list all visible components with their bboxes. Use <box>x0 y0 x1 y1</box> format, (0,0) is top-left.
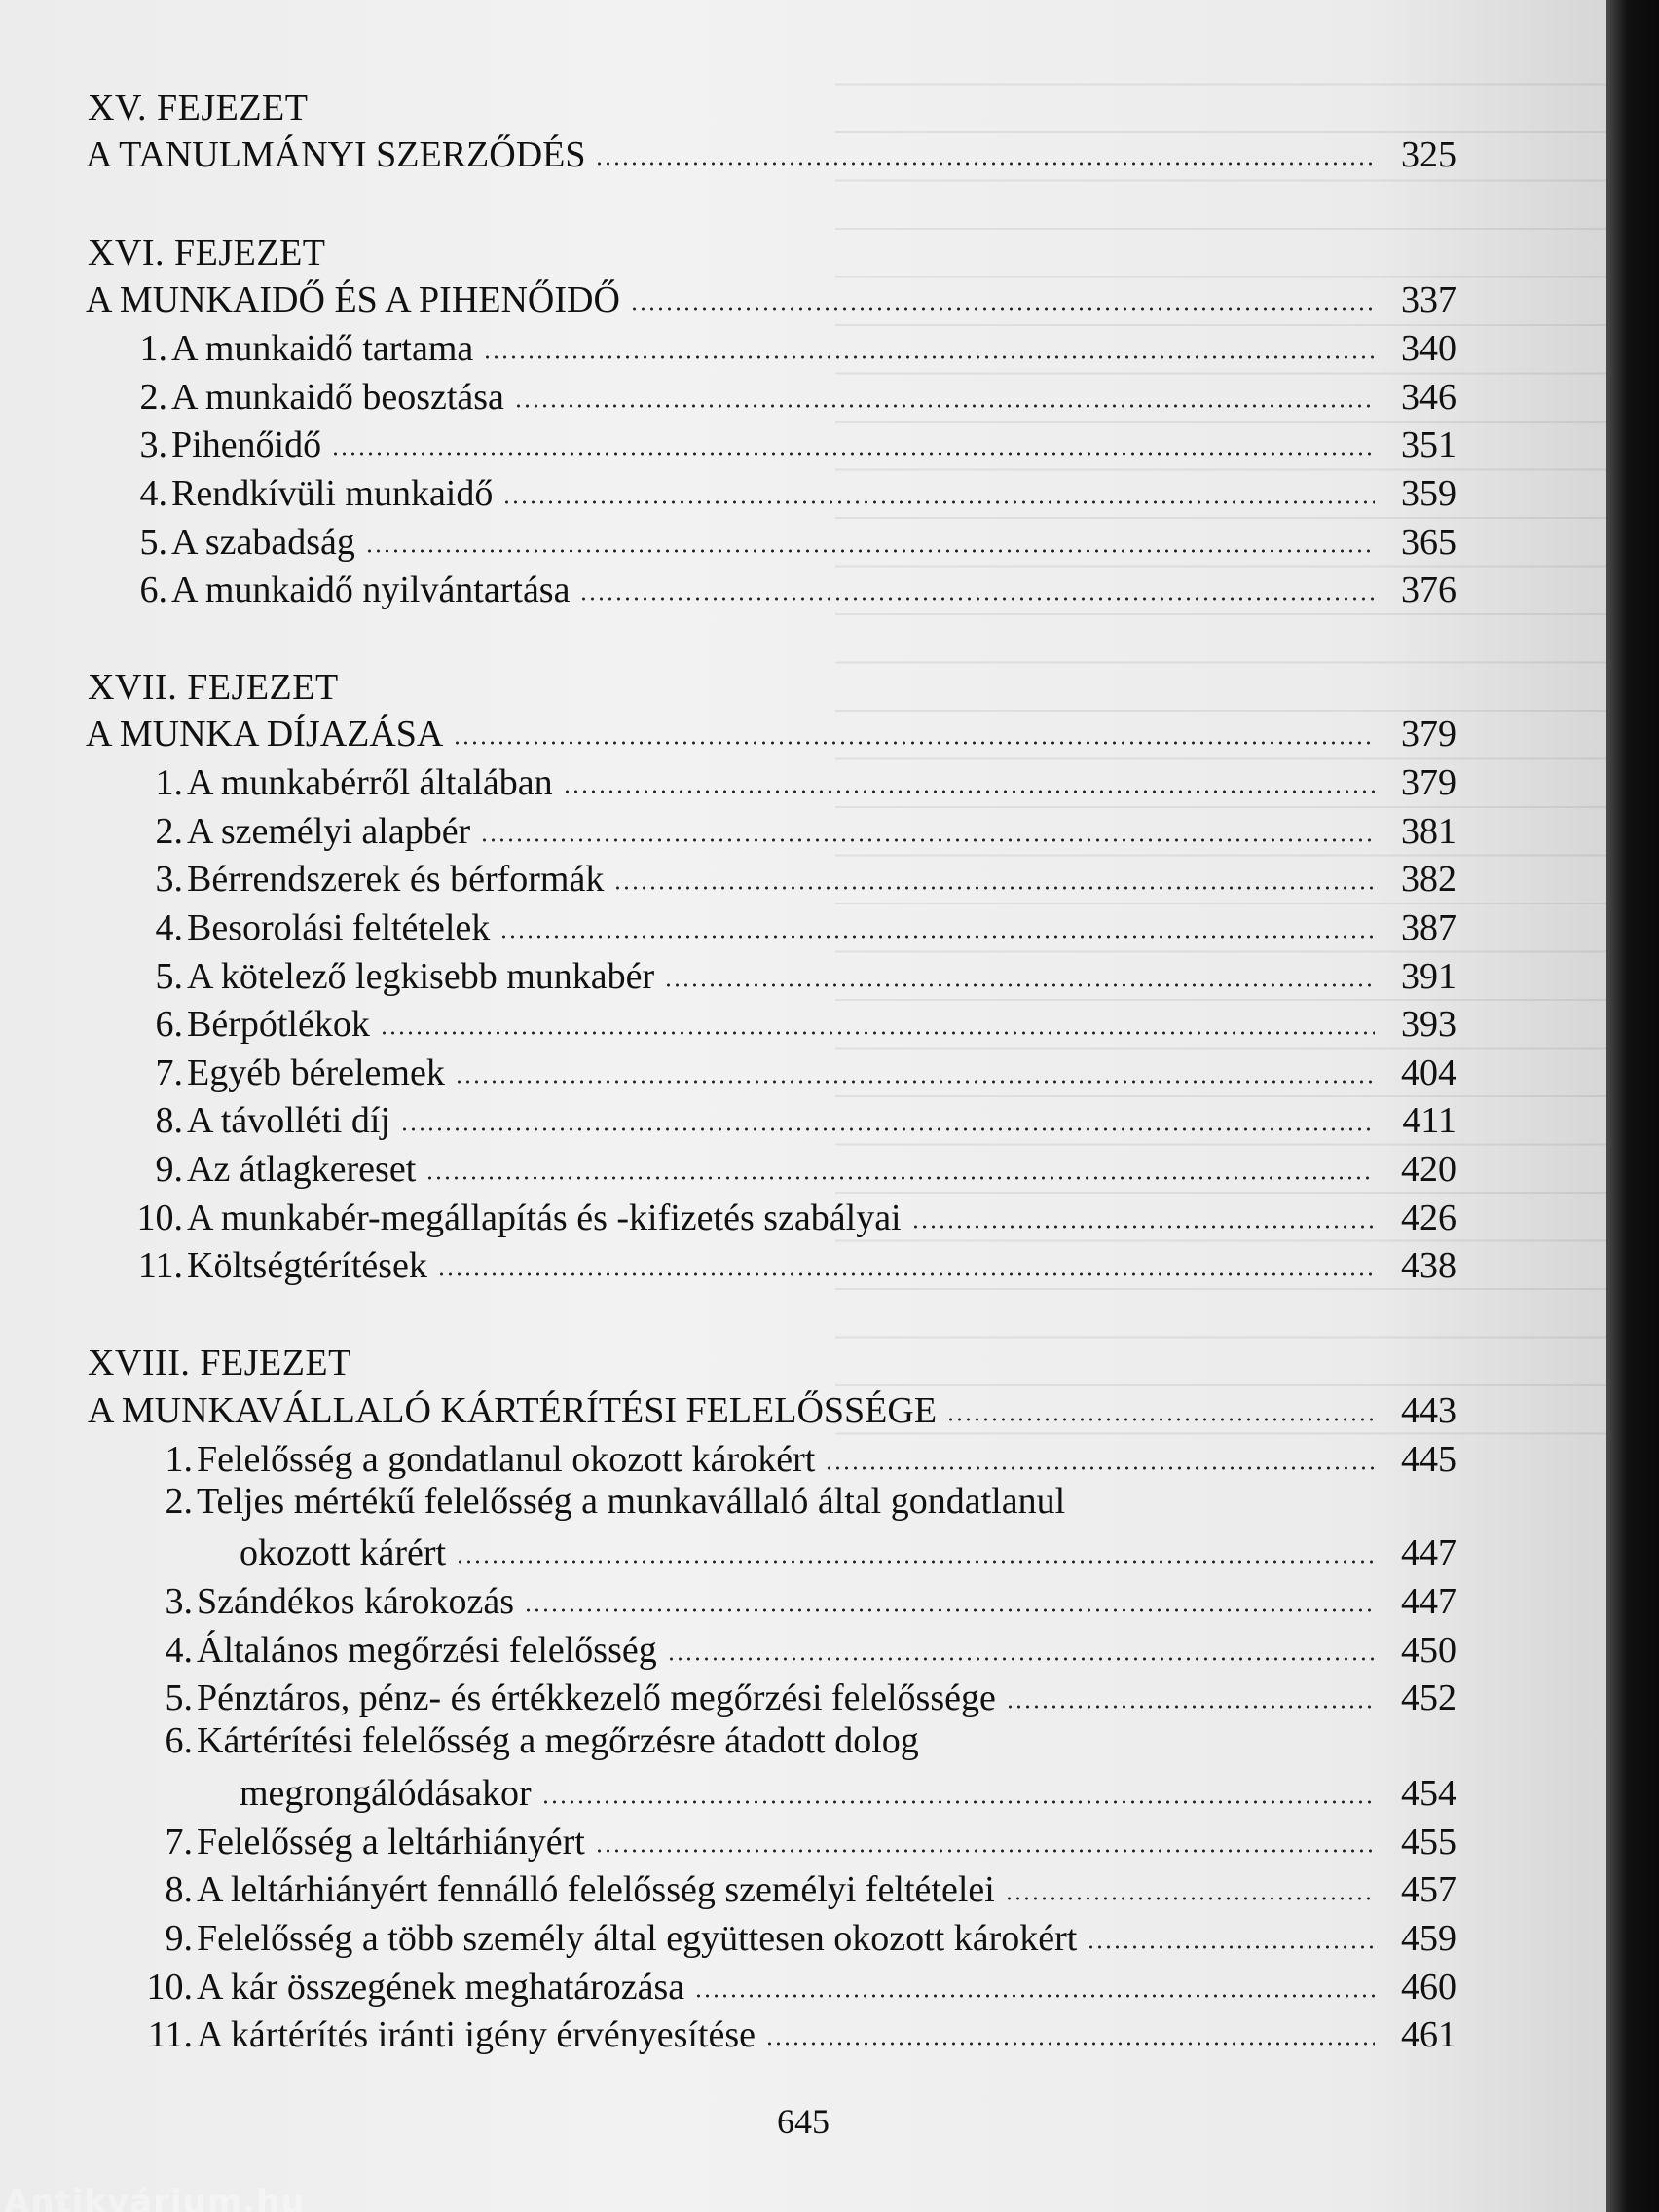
entry-title: A személyi alapbér <box>187 811 471 852</box>
page-ref: 460 <box>1401 1967 1456 2008</box>
entry-title: Besorolási feltételek <box>187 907 491 948</box>
page-ref: 351 <box>1401 424 1456 465</box>
page-ref: 382 <box>1401 859 1456 900</box>
chapter-heading: XVI. FEJEZET <box>88 233 326 274</box>
page-ref: 443 <box>1401 1390 1456 1431</box>
entry-number: 9. <box>165 1918 193 1959</box>
toc-entry-first-line[interactable] <box>142 1479 1065 1524</box>
toc-entry-continuation[interactable] <box>240 1527 1456 1575</box>
entry-title: Költségtérítések <box>187 1245 427 1286</box>
toc-entry[interactable] <box>132 756 1456 805</box>
entry-number: 5. <box>155 956 183 997</box>
leader-dots <box>480 838 1375 842</box>
entry-title: Pihenőidő <box>171 424 322 465</box>
page-ref: 325 <box>1401 134 1456 175</box>
entry-title: A munkabérről általában <box>187 762 553 803</box>
page-ref: 438 <box>1401 1245 1456 1286</box>
leader-dots <box>425 1176 1375 1180</box>
entry-number: 10. <box>146 1967 193 2008</box>
entry-number: 7. <box>155 1052 183 1093</box>
entry-title: A kötelező legkisebb munkabér <box>187 956 655 997</box>
entry-title: Bérpótlékok <box>187 1004 370 1045</box>
leader-dots <box>595 1849 1375 1853</box>
entry-title: Bérrendszerek és bérformák <box>187 859 605 900</box>
leader-dots <box>456 1560 1375 1564</box>
entry-title: A leltárhiányért fennálló felelősség személyi feltételei <box>197 1869 995 1910</box>
toc-entry[interactable] <box>117 516 1456 565</box>
page-ref: 379 <box>1401 714 1456 755</box>
leader-dots <box>365 549 1375 553</box>
entry-title: Felelősség a leltárhiányért <box>197 1822 585 1862</box>
leader-dots <box>946 1418 1375 1421</box>
toc-entry[interactable] <box>117 322 1456 371</box>
entry-number: 4. <box>155 907 183 948</box>
page-ref: 461 <box>1401 2014 1456 2055</box>
page-ref: 455 <box>1401 1822 1456 1862</box>
leader-dots <box>437 1272 1375 1276</box>
entry-title: A szabadság <box>171 522 355 563</box>
toc-entry[interactable] <box>117 371 1456 420</box>
leader-dots <box>380 1031 1375 1035</box>
leader-dots <box>541 1800 1375 1804</box>
entry-title: A munkabér-megállapítás és -kifizetés szabályai <box>187 1198 902 1238</box>
leader-dots <box>514 404 1375 408</box>
leader-dots <box>765 2042 1375 2046</box>
page-ref: 452 <box>1401 1677 1456 1718</box>
leader-dots <box>400 1127 1375 1131</box>
entry-title: A munkaidő nyilvántartása <box>171 570 571 610</box>
chapter-title: A MUNKAIDŐ ÉS A PIHENŐIDŐ <box>86 279 620 320</box>
toc-entry[interactable] <box>142 1863 1456 1912</box>
chapter-title: A TANULMÁNYI SZERZŐDÉS <box>86 134 586 175</box>
leader-dots <box>595 162 1375 166</box>
entry-number: 2. <box>139 377 167 418</box>
page-ref: 365 <box>1401 522 1456 563</box>
entry-number: 2. <box>155 811 183 852</box>
entry-number: 6. <box>165 1720 193 1761</box>
toc-entry[interactable] <box>117 467 1456 516</box>
entry-title-continued: okozott kárért <box>240 1532 447 1573</box>
entry-title: Teljes mértékű felelősség a munkavállaló által gondatlanul <box>197 1481 1066 1522</box>
page-ref: 445 <box>1401 1439 1456 1480</box>
leader-dots <box>331 452 1375 456</box>
leader-dots <box>667 1657 1375 1661</box>
entry-number: 11. <box>147 2014 193 2055</box>
chapter-title-row[interactable] <box>86 274 1456 322</box>
leader-dots <box>1005 1897 1375 1900</box>
leader-dots <box>579 597 1375 601</box>
entry-number: 3. <box>155 859 183 900</box>
toc-entry[interactable] <box>117 564 1456 612</box>
chapter-title: A MUNKAVÁLLALÓ KÁRTÉRÍTÉSI FELELŐSSÉGE <box>88 1390 938 1431</box>
chapter-heading: XVIII. FEJEZET <box>88 1343 351 1383</box>
entry-title: Kártérítési felelősség a megőrzésre átadott dolog <box>197 1720 919 1761</box>
page-ref: 450 <box>1401 1630 1456 1671</box>
toc-entry[interactable] <box>142 1433 1456 1482</box>
entry-title: A munkaidő tartama <box>171 328 474 369</box>
entry-number: 8. <box>155 1100 183 1141</box>
leader-dots <box>455 1080 1375 1084</box>
entry-number: 6. <box>139 570 167 610</box>
page-ref: 404 <box>1401 1052 1456 1093</box>
entry-title: Egyéb bérelemek <box>187 1052 445 1093</box>
page-ref: 381 <box>1401 811 1456 852</box>
entry-title: A távolléti díj <box>187 1100 390 1141</box>
toc-entry[interactable] <box>142 1624 1456 1673</box>
page-ref: 426 <box>1401 1198 1456 1238</box>
page-ref: 387 <box>1401 907 1456 948</box>
entry-number: 5. <box>139 522 167 563</box>
entry-title: A kár összegének meghatározása <box>197 1967 685 2008</box>
entry-number: 1. <box>139 328 167 369</box>
page-ref: 391 <box>1401 956 1456 997</box>
chapter-heading: XV. FEJEZET <box>88 88 309 129</box>
chapter-title-row[interactable] <box>86 708 1456 756</box>
toc-entry[interactable] <box>132 902 1456 950</box>
page-ref: 337 <box>1401 279 1456 320</box>
leader-dots <box>524 1608 1375 1612</box>
book-spine-shadow <box>1606 0 1659 2212</box>
page-ref: 359 <box>1401 473 1456 514</box>
toc-entry[interactable] <box>132 950 1456 999</box>
entry-title: Általános megőrzési felelősség <box>197 1630 657 1671</box>
entry-title: Pénztáros, pénz- és értékkezelő megőrzési felelőssége <box>197 1677 996 1718</box>
page-ref: 454 <box>1401 1773 1456 1814</box>
toc-entry-first-line[interactable] <box>142 1718 919 1763</box>
chapter-heading: XVII. FEJEZET <box>88 667 339 708</box>
page-ref: 393 <box>1401 1004 1456 1045</box>
leader-dots <box>1087 1945 1375 1949</box>
chapter-title-row[interactable] <box>88 1384 1456 1433</box>
entry-title: Felelősség a gondatlanul okozott károkért <box>197 1439 816 1480</box>
entry-number: 1. <box>165 1439 193 1480</box>
page-ref: 447 <box>1401 1532 1456 1573</box>
page-ref: 447 <box>1401 1581 1456 1622</box>
page-ref: 420 <box>1401 1149 1456 1190</box>
entry-number: 7. <box>165 1822 193 1862</box>
toc-entry-continuation[interactable] <box>240 1767 1456 1816</box>
entry-title-continued: megrongálódásakor <box>240 1773 532 1814</box>
leader-dots <box>694 1994 1375 1998</box>
entry-title: Szándékos károkozás <box>197 1581 515 1622</box>
page-ref: 411 <box>1402 1100 1456 1141</box>
entry-number: 3. <box>165 1581 193 1622</box>
toc-entry[interactable] <box>142 1575 1456 1624</box>
leader-dots <box>563 790 1375 793</box>
toc-entry[interactable] <box>132 853 1456 902</box>
page-ref: 379 <box>1401 762 1456 803</box>
leader-dots <box>613 886 1375 890</box>
toc-entry[interactable] <box>132 1094 1456 1143</box>
entry-number: 10. <box>136 1198 183 1238</box>
toc-entry[interactable] <box>142 1961 1456 2009</box>
entry-number: 1. <box>155 762 183 803</box>
toc-entry[interactable] <box>142 1816 1456 1864</box>
toc-entry[interactable] <box>132 1239 1456 1288</box>
page-ref: 459 <box>1401 1918 1456 1959</box>
toc-entry[interactable] <box>117 419 1456 467</box>
leader-dots <box>1006 1705 1375 1709</box>
entry-title: A kártérítés iránti igény érvényesítése <box>197 2014 756 2055</box>
entry-number: 11. <box>137 1245 183 1286</box>
page-ref: 346 <box>1401 377 1456 418</box>
watermark: Antikvárium.hu <box>4 2183 306 2212</box>
toc-entry[interactable] <box>132 805 1456 854</box>
entry-number: 6. <box>155 1004 183 1045</box>
chapter-title: A MUNKA DÍJAZÁSA <box>86 714 444 755</box>
entry-number: 9. <box>155 1149 183 1190</box>
entry-number: 2. <box>165 1481 193 1522</box>
leader-dots <box>664 983 1375 987</box>
entry-number: 5. <box>165 1677 193 1718</box>
entry-number: 8. <box>165 1869 193 1910</box>
entry-title: Rendkívüli munkaidő <box>171 473 494 514</box>
entry-title: Az átlagkereset <box>187 1149 417 1190</box>
entry-number: 3. <box>139 424 167 465</box>
toc-entry[interactable] <box>132 998 1456 1047</box>
toc-entry[interactable] <box>132 1143 1456 1192</box>
toc-entry[interactable] <box>142 2009 1456 2057</box>
toc-entry[interactable] <box>142 1912 1456 1961</box>
page-ref: 340 <box>1401 328 1456 369</box>
page-number: 645 <box>777 2102 830 2141</box>
entry-number: 4. <box>139 473 167 514</box>
page-ref: 457 <box>1401 1869 1456 1910</box>
leader-dots <box>630 307 1375 311</box>
leader-dots <box>453 741 1375 745</box>
entry-number: 4. <box>165 1630 193 1671</box>
leader-dots <box>911 1225 1375 1229</box>
chapter-title-row[interactable] <box>86 129 1456 177</box>
leader-dots <box>825 1466 1375 1470</box>
leader-dots <box>483 355 1375 359</box>
page-ref: 376 <box>1401 570 1456 610</box>
leader-dots <box>499 935 1375 939</box>
entry-title: A munkaidő beosztása <box>171 377 504 418</box>
toc-entry[interactable] <box>142 1672 1456 1720</box>
leader-dots <box>502 500 1375 504</box>
entry-title: Felelősség a több személy által együttesen okozott károkért <box>197 1918 1078 1959</box>
toc-entry[interactable] <box>132 1192 1456 1240</box>
toc-entry[interactable] <box>132 1047 1456 1095</box>
